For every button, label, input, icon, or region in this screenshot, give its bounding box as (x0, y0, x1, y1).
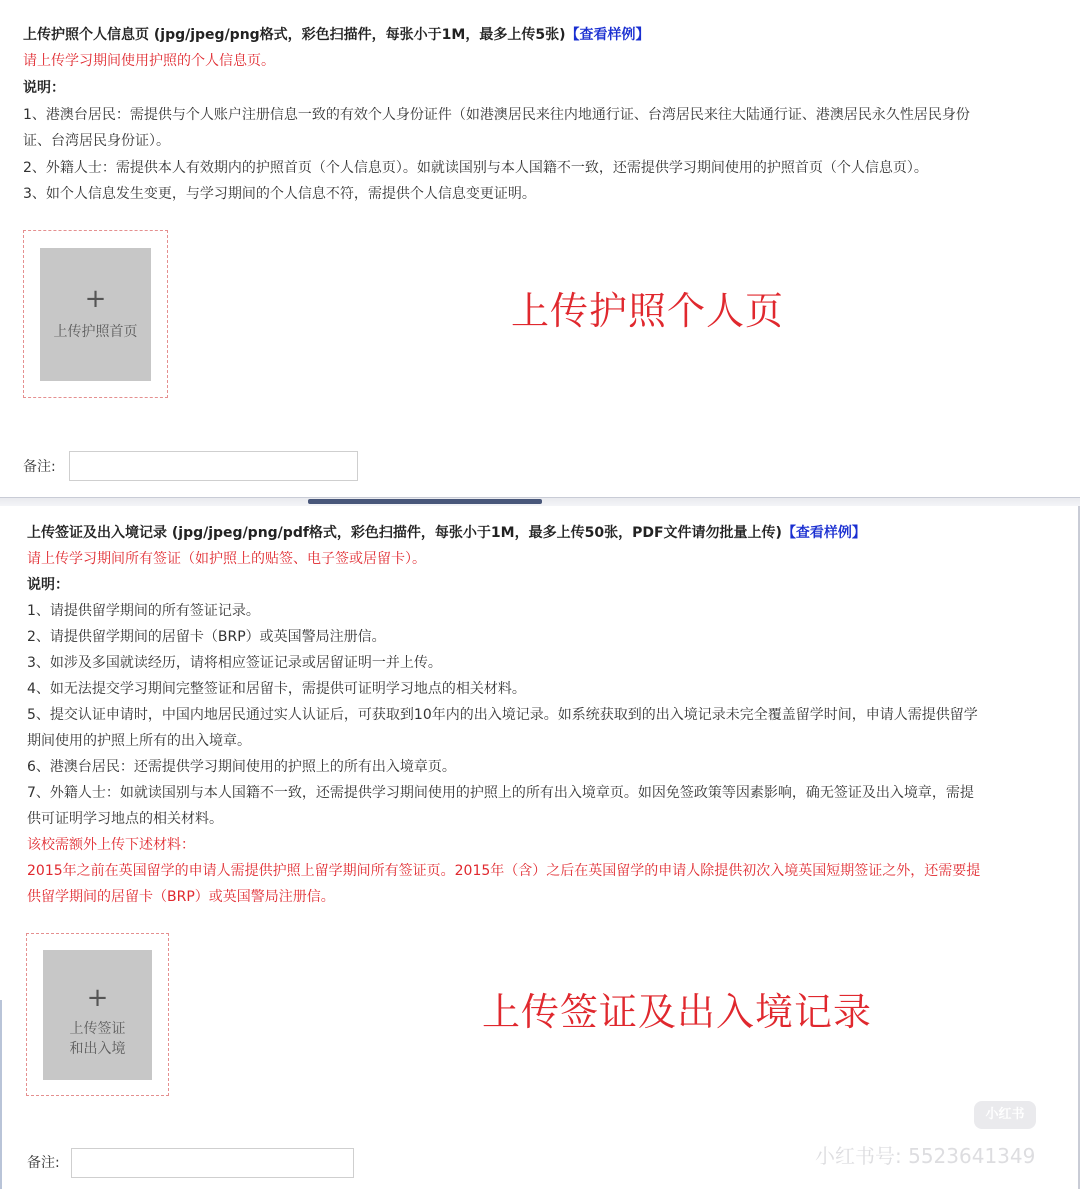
visa-upload-label-1: 上传签证 (69, 1021, 126, 1037)
passport-title: 上传护照个人信息页 (jpg/jpeg/png格式，彩色扫描件，每张小于1M，最多上传5张) (23, 27, 566, 43)
visa-item-5: 5、提交认证申请时，中国内地居民通过实人认证后，可获取到10年内的出入境记录。如系统获取到的出入境记录未完全覆盖留学时间，申请人需提供留学 (27, 707, 978, 723)
visa-upload-section (0, 506, 1080, 1189)
visa-note-label: 备注: (27, 1155, 60, 1171)
visa-title: 上传签证及出入境记录 (jpg/jpeg/png/pdf格式，彩色扫描件，每张小于1M，最多上传50张，PDF文件请勿批量上传) (27, 525, 782, 541)
visa-upload-button[interactable] (43, 950, 152, 1080)
passport-item-1: 1、港澳台居民：需提供与个人账户注册信息一致的有效个人身份证件（如港澳居民来往内地通行证、台湾居民来往大陆通行证、港澳居民永久性居民身份 (23, 107, 970, 123)
passport-red-notice: 请上传学习期间使用护照的个人信息页。 (23, 53, 275, 69)
passport-item-2: 2、外籍人士：需提供本人有效期内的护照首页（个人信息页）。如就读国别与本人国籍不一致，还需提供学习期间使用的护照首页（个人信息页）。 (23, 160, 928, 176)
visa-title-row (27, 523, 866, 543)
visa-example-link[interactable]: 【查看样例】 (781, 525, 866, 541)
visa-upload-label-2: 和出入境 (69, 1041, 126, 1057)
visa-extra-line-2: 供留学期间的居留卡（BRP）或英国警局注册信。 (27, 889, 335, 905)
visa-note-input[interactable] (71, 1148, 354, 1178)
xiaohongshu-logo: 小红书 (974, 1101, 1036, 1129)
visa-item-4: 4、如无法提交学习期间完整签证和居留卡，需提供可证明学习地点的相关材料。 (27, 681, 526, 697)
passport-item-3: 3、如个人信息发生变更，与学习期间的个人信息不符，需提供个人信息变更证明。 (23, 186, 536, 202)
visa-item-6: 6、港澳台居民：还需提供学习期间使用的护照上的所有出入境章页。 (27, 759, 456, 775)
visa-item-7-cont: 供可证明学习地点的相关材料。 (27, 811, 223, 827)
passport-title-row (23, 25, 650, 45)
visa-item-2: 2、请提供留学期间的居留卡（BRP）或英国警局注册信。 (27, 629, 386, 645)
watermark-account: 小红书号: 5523641349 (815, 1144, 1036, 1168)
scroll-indicator (308, 499, 542, 504)
visa-extra-line-1: 2015年之前在英国留学的申请人需提供护照上留学期间所有签证页。2015年（含）之后在英国留学的申请人除提供初次入境英国短期签证之外，还需要提 (27, 863, 981, 879)
passport-upload-section (0, 0, 1080, 500)
passport-note-input[interactable] (69, 451, 358, 481)
visa-red-notice: 请上传学习期间所有签证（如护照上的贴签、电子签或居留卡）。 (27, 551, 426, 567)
passport-item-1-cont: 证、台湾居民身份证）。 (23, 133, 170, 149)
frame-edge-left (0, 1000, 2, 1189)
visa-upload-dropzone[interactable] (26, 933, 169, 1096)
passport-big-label: 上传护照个人页 (511, 289, 785, 333)
passport-upload-label: 上传护照首页 (53, 324, 138, 340)
passport-upload-button[interactable] (40, 248, 151, 381)
visa-big-label: 上传签证及出入境记录 (482, 990, 873, 1034)
visa-item-7: 7、外籍人士：如就读国别与本人国籍不一致，还需提供学习期间使用的护照上的所有出入境章页。如因免签政策等因素影响，确无签证及出入境章，需提 (27, 785, 974, 801)
plus-icon: + (86, 983, 109, 1013)
visa-item-3: 3、如涉及多国就读经历，请将相应签证记录或居留证明一并上传。 (27, 655, 442, 671)
visa-item-1: 1、请提供留学期间的所有签证记录。 (27, 603, 260, 619)
visa-extra-title: 该校需额外上传下述材料： (27, 837, 195, 853)
plus-icon: + (84, 284, 107, 314)
passport-note-label: 备注: (23, 459, 56, 475)
visa-item-5-cont: 期间使用的护照上所有的出入境章。 (27, 733, 251, 749)
passport-explain-label: 说明： (23, 80, 65, 96)
passport-example-link[interactable]: 【查看样例】 (565, 27, 650, 43)
passport-upload-dropzone[interactable] (23, 230, 168, 398)
visa-explain-label: 说明： (27, 577, 69, 593)
